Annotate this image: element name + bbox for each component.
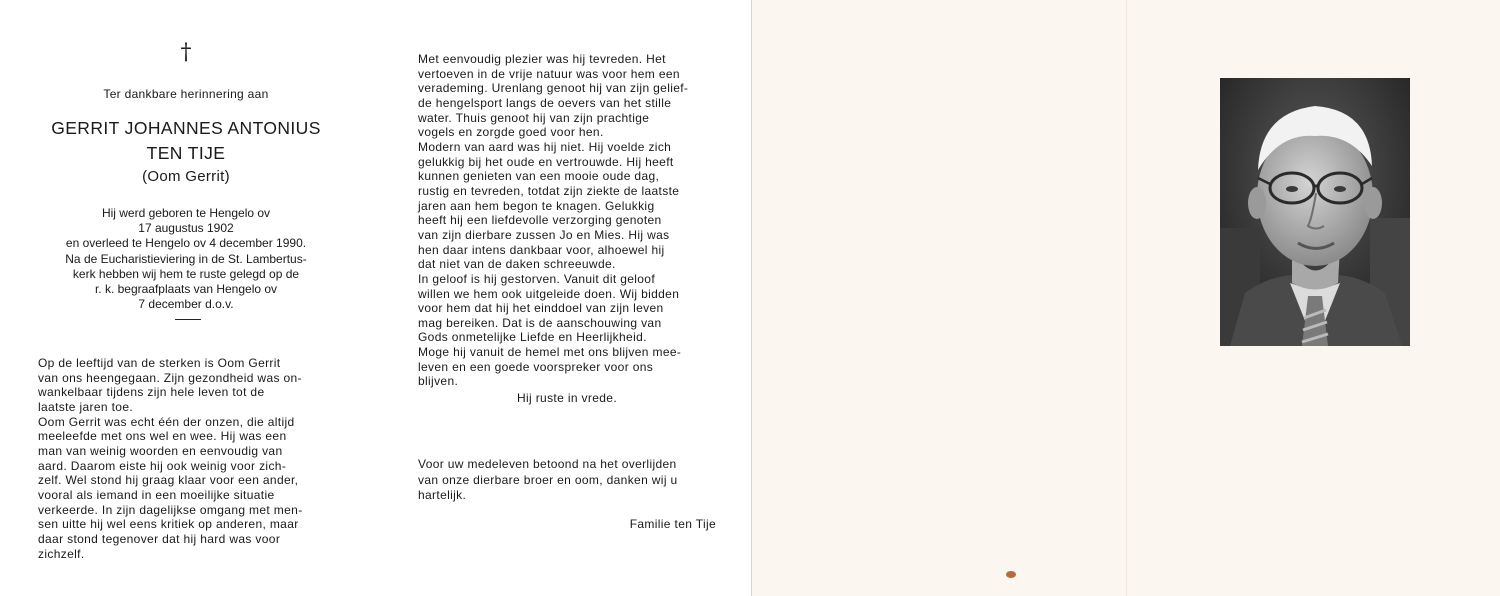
cross-symbol: † <box>180 40 192 65</box>
card-fold-line-right <box>1126 0 1127 596</box>
text-line: dat niet van de daken schreeuwde. <box>418 257 616 272</box>
text-line: van onze dierbare broer en oom, danken wij u <box>418 472 678 487</box>
text-line: water. Thuis genoot hij van zijn prachtige <box>418 110 650 125</box>
text-line: Op de leeftijd van de sterken is Oom Gerrit <box>38 356 281 370</box>
memorial-text-right <box>418 52 716 389</box>
text-line: kunnen genieten van een mooie oude dag, <box>418 169 660 184</box>
memorial-text-left <box>38 356 336 561</box>
text-line: Moge hij vanuit de hemel met ons blijven mee- <box>418 345 682 360</box>
card-fold-line <box>751 0 752 596</box>
facts-line: 17 augustus 1902 <box>138 221 234 236</box>
text-line: man van weinig woorden en eenvoudig van <box>38 443 283 458</box>
text-line: sen uitte hij wel eens kritiek op anderen, maar <box>38 517 299 532</box>
text-line: heeft hij een liefdevolle verzorging genoten <box>418 213 662 228</box>
text-line: rustig en tevreden, totdat zijn ziekte de laatste <box>418 183 680 198</box>
intro-text: Ter dankbare herinnering aan <box>103 87 269 101</box>
text-line: zelf. Wel stond hij graag klaar voor een ander, <box>38 473 299 488</box>
rest-in-peace-text: Hij ruste in vrede. <box>516 391 618 405</box>
text-line: Gods onmetelijke Liefde en Heerlijkheid. <box>418 330 647 345</box>
life-facts <box>40 206 332 312</box>
text-line: mag bereiken. Dat is de aanschouwing van <box>418 315 662 330</box>
family-signature: Familie ten Tije <box>629 517 716 531</box>
text-line: verkeerde. In zijn dagelijkse omgang met men- <box>38 502 303 517</box>
text-line: vertoeven in de vrije natuur was voor hem een <box>418 66 680 81</box>
text-line: van ons heengegaan. Zijn gezondheid was on- <box>38 370 302 385</box>
facts-line: kerk hebben wij hem te ruste gelegd op de <box>72 266 300 281</box>
text-line: jaren aan hem begon te knagen. Gelukkig <box>418 198 655 213</box>
facts-line: 7 december d.o.v. <box>138 297 234 312</box>
portrait-illustration <box>1220 78 1410 346</box>
text-line: wankelbaar tijdens zijn hele leven tot de <box>38 385 265 400</box>
paper-stain <box>1006 571 1016 578</box>
text-line: Modern van aard was hij niet. Hij voelde zich <box>418 139 672 154</box>
facts-line: Hij werd geboren te Hengelo ov <box>101 206 271 220</box>
text-line: Met eenvoudig plezier was hij tevreden. Het <box>418 52 666 66</box>
text-line: blijven. <box>418 374 459 389</box>
divider <box>175 319 201 320</box>
text-line: Oom Gerrit was echt één der onzen, die altijd <box>38 414 295 429</box>
text-line: daar stond tegenover dat hij hard was voor <box>38 531 281 546</box>
text-line: hartelijk. <box>418 488 467 502</box>
text-line: meeleefde met ons wel en wee. Hij was een <box>38 429 287 444</box>
deceased-name-line1: GERRIT JOHANNES ANTONIUS <box>51 118 321 138</box>
text-line: aard. Daarom eiste hij ook weinig voor zich- <box>38 458 287 473</box>
text-line: In geloof is hij gestorven. Vanuit dit geloof <box>418 271 655 286</box>
portrait-photo <box>1220 78 1410 346</box>
text-line: gelukkig bij het oude en vertrouwde. Hij heeft <box>418 154 674 169</box>
text-line: vooral als iemand in een moeilijke situatie <box>38 487 275 502</box>
text-line: zichzelf. <box>38 546 85 561</box>
text-line: Voor uw medeleven betoond na het overlijden <box>418 457 677 471</box>
text-line: willen we hem ook uitgeleide doen. Wij bidden <box>418 286 680 301</box>
text-line: laatste jaren toe. <box>38 399 134 414</box>
deceased-name-line2: TEN TIJE <box>146 143 226 163</box>
text-line: voor hem dat hij het einddoel van zijn leven <box>418 301 664 316</box>
text-line: hen daar intens dankbaar voor, alhoewel hij <box>418 242 665 257</box>
facts-line: r. k. begraafplaats van Hengelo ov <box>94 282 278 297</box>
facts-line: en overleed te Hengelo ov 4 december 1990. <box>65 236 307 251</box>
text-line: de hengelsport langs de oevers van het stille <box>418 95 672 110</box>
deceased-nickname: (Oom Gerrit) <box>142 168 230 185</box>
text-line: verademing. Urenlang genoot hij van zijn gelief- <box>418 81 689 96</box>
text-line: van zijn dierbare zussen Jo en Mies. Hij was <box>418 227 670 242</box>
text-line: vogels en zorgde goed voor hen. <box>418 125 604 140</box>
thanks-text <box>418 457 718 504</box>
facts-line: Na de Eucharistieviering in de St. Lambertus- <box>65 251 307 266</box>
text-line: leven en een goede voorspreker voor ons <box>418 359 654 374</box>
